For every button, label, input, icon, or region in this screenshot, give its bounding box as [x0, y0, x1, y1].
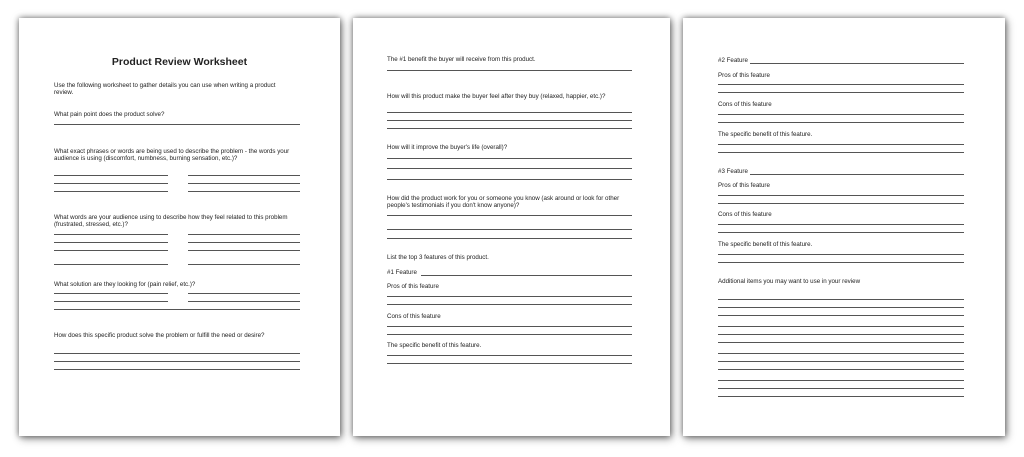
answer-line[interactable]	[718, 203, 964, 204]
answer-line[interactable]	[188, 234, 300, 235]
answer-line[interactable]	[718, 369, 964, 370]
question-feelings: What words are your audience using to describe how they feel related to this problem (frustrated, stressed, etc.)?	[54, 214, 288, 229]
feature-1-label: #1 Feature	[387, 269, 417, 276]
answer-line[interactable]	[387, 128, 632, 129]
answer-line[interactable]	[54, 369, 300, 370]
answer-line[interactable]	[387, 296, 632, 297]
answer-line[interactable]	[387, 334, 632, 335]
answer-line[interactable]	[387, 168, 632, 169]
intro-text: Use the following worksheet to gather details you can use when writing a product review.	[54, 82, 276, 97]
answer-line[interactable]	[188, 264, 300, 265]
answer-line[interactable]	[718, 84, 964, 85]
question-top-benefit: The #1 benefit the buyer will receive from this product.	[387, 56, 536, 63]
answer-line[interactable]	[387, 304, 632, 305]
feature-1-field[interactable]	[421, 275, 632, 276]
answer-line[interactable]	[718, 388, 964, 389]
answer-line[interactable]	[188, 301, 300, 302]
answer-line[interactable]	[387, 120, 632, 121]
answer-line[interactable]	[387, 179, 632, 180]
pros-label: Pros of this feature	[387, 283, 439, 290]
answer-line[interactable]	[387, 355, 632, 356]
answer-line[interactable]	[387, 238, 632, 239]
answer-line[interactable]	[188, 191, 300, 192]
answer-line[interactable]	[188, 242, 300, 243]
feature-2-field[interactable]	[750, 63, 964, 64]
answer-line[interactable]	[387, 112, 632, 113]
answer-line[interactable]	[54, 264, 168, 265]
answer-line[interactable]	[54, 301, 168, 302]
question-buyer-feel: How will this product make the buyer feel after they buy (relaxed, happier, etc.)?	[387, 93, 606, 100]
feature-2-label: #2 Feature	[718, 57, 748, 64]
question-improve-life: How will it improve the buyer's life (overall)?	[387, 144, 508, 151]
answer-line[interactable]	[718, 224, 964, 225]
answer-line[interactable]	[54, 353, 300, 354]
answer-line[interactable]	[718, 342, 964, 343]
answer-line[interactable]	[54, 234, 168, 235]
answer-line[interactable]	[387, 229, 632, 230]
answer-line[interactable]	[387, 158, 632, 159]
answer-line[interactable]	[718, 353, 964, 354]
question-pain-point: What pain point does the product solve?	[54, 111, 165, 118]
answer-line[interactable]	[718, 232, 964, 233]
answer-line[interactable]	[54, 175, 168, 176]
cons-label: Cons of this feature	[387, 313, 441, 320]
question-phrases: What exact phrases or words are being used to describe the problem - the words your audience is using (discomfort, numbness, burning sensation, etc.)?	[54, 148, 290, 163]
answer-line[interactable]	[718, 361, 964, 362]
answer-line[interactable]	[188, 293, 300, 294]
benefit-label: The specific benefit of this feature.	[718, 241, 813, 248]
answer-line[interactable]	[54, 183, 168, 184]
answer-line[interactable]	[718, 299, 964, 300]
question-testimonials: How did the product work for you or someone you know (ask around or look for other people's testimonials if you don't know anyone)?	[387, 195, 620, 210]
answer-line[interactable]	[718, 396, 964, 397]
answer-line[interactable]	[188, 183, 300, 184]
answer-line[interactable]	[54, 242, 168, 243]
page-title: Product Review Worksheet	[111, 56, 248, 68]
worksheet-page-3	[683, 18, 1005, 436]
question-solution: What solution are they looking for (pain relief, etc.)?	[54, 281, 196, 288]
pros-label: Pros of this feature	[718, 72, 770, 79]
pros-label: Pros of this feature	[718, 182, 770, 189]
answer-line[interactable]	[718, 307, 964, 308]
worksheet-page-2	[353, 18, 670, 436]
answer-line[interactable]	[718, 262, 964, 263]
cons-label: Cons of this feature	[718, 211, 772, 218]
benefit-label: The specific benefit of this feature.	[387, 342, 482, 349]
answer-line[interactable]	[54, 293, 168, 294]
answer-line[interactable]	[54, 191, 168, 192]
benefit-label: The specific benefit of this feature.	[718, 131, 813, 138]
question-top-features: List the top 3 features of this product.	[387, 254, 489, 261]
question-how-solves: How does this specific product solve the problem or fulfill the need or desire?	[54, 332, 265, 339]
answer-line[interactable]	[718, 315, 964, 316]
answer-line[interactable]	[718, 195, 964, 196]
answer-line[interactable]	[188, 250, 300, 251]
feature-3-label: #3 Feature	[718, 168, 748, 175]
answer-line[interactable]	[718, 114, 964, 115]
answer-line[interactable]	[54, 250, 168, 251]
answer-line[interactable]	[718, 334, 964, 335]
answer-line[interactable]	[718, 92, 964, 93]
answer-line[interactable]	[718, 254, 964, 255]
answer-line[interactable]	[387, 70, 632, 71]
cons-label: Cons of this feature	[718, 101, 772, 108]
answer-line[interactable]	[718, 152, 964, 153]
answer-line[interactable]	[718, 380, 964, 381]
additional-items-label: Additional items you may want to use in your review	[718, 278, 861, 285]
worksheet-page-1	[19, 18, 340, 436]
answer-line[interactable]	[387, 215, 632, 216]
answer-line[interactable]	[54, 361, 300, 362]
answer-line[interactable]	[54, 309, 300, 310]
answer-line[interactable]	[718, 144, 964, 145]
answer-line[interactable]	[718, 326, 964, 327]
feature-3-field[interactable]	[750, 174, 964, 175]
answer-line[interactable]	[718, 122, 964, 123]
answer-line[interactable]	[54, 124, 300, 125]
answer-line[interactable]	[387, 363, 632, 364]
answer-line[interactable]	[188, 175, 300, 176]
answer-line[interactable]	[387, 326, 632, 327]
